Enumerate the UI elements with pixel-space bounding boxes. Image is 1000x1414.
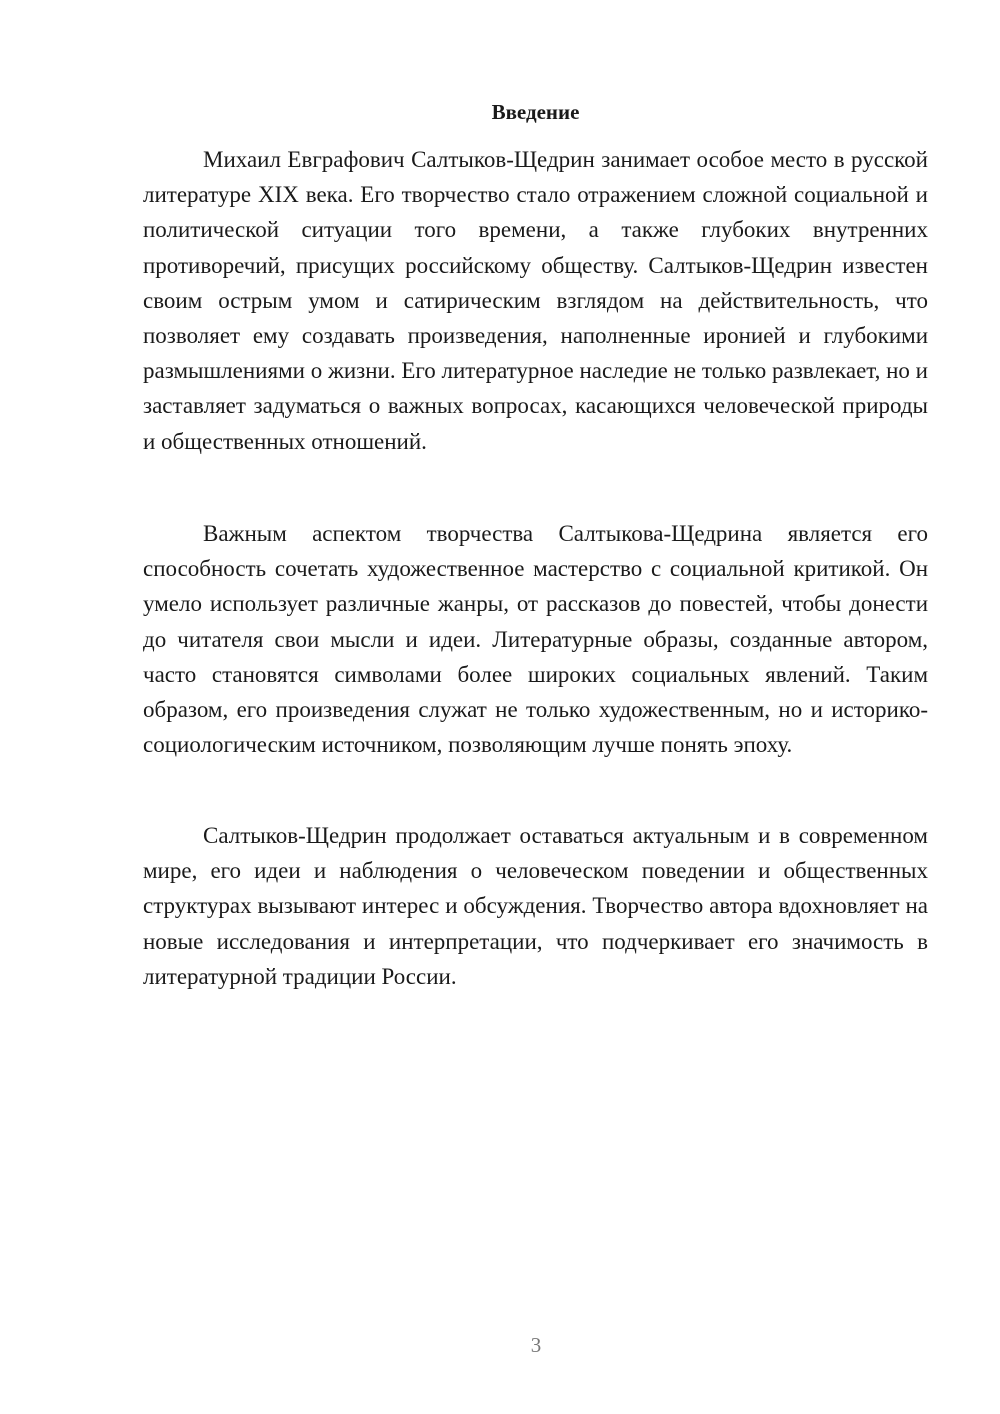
paragraph-2: Важным аспектом творчества Салтыкова-Щедрина является его способность сочетать художественное мастерство с социальной критикой. Он умело использует различные жанры, от рассказов до повестей, чтобы донести до читателя свои мысли и идеи. Литературные образы, созданные автором, часто становятся символами более широких социальных явлений. Таким образом, его произведения служат не только художественным, но и историко-социологическим источником, позволяющим лучше понять эпоху. [143, 521, 928, 758]
paragraph-3: Салтыков-Щедрин продолжает оставаться актуальным и в современном мире, его идеи и наблюдения о человеческом поведении и общественных структурах вызывают интерес и обсуждения. Творчество автора вдохновляет на новые исследования и интерпретации, что подчеркивает его значимость в литературной традиции России. [143, 823, 928, 989]
section-heading: Введение [491, 100, 580, 124]
paragraph-1: Михаил Евграфович Салтыков-Щедрин занимает особое место в русской литературе XIX века. Его творчество стало отражением сложной социальной и политической ситуации того времени, а также глубоких внутренних противоречий, присущих российскому обществу. Салтыков-Щедрин известен своим острым умом и сатирическим взглядом на действительность, что позволяет ему создавать произведения, наполненные иронией и глубокими размышлениями о жизни. Его литературное наследие не только развлекает, но и заставляет задуматься о важных вопросах, касающихся человеческой природы и общественных отношений. [143, 147, 928, 454]
page-number: 3 [530, 1333, 542, 1357]
